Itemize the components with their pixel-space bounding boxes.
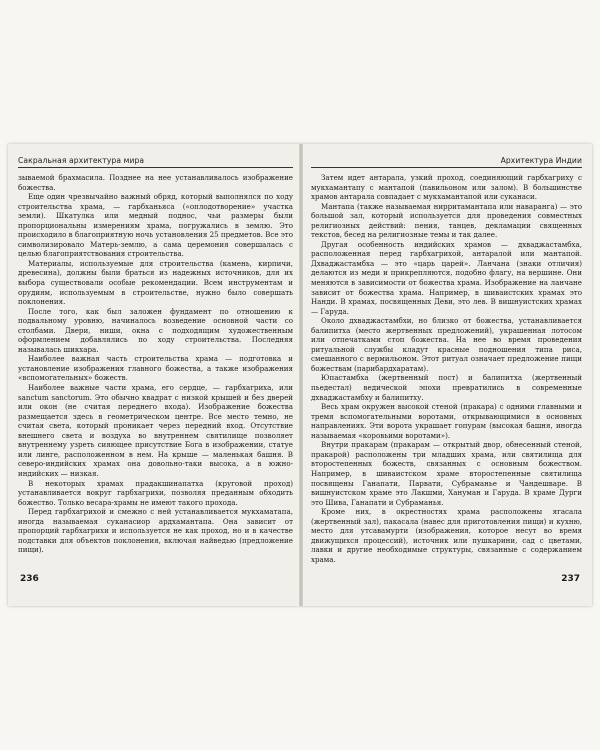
paragraph: После того, как был заложен фундамент по отношению к подвальному уровню, начиналось возведение основной части со столбами. Двери, ниши, окна с подходящим художественным оформлением добавлялись по ходу строительства. Последняя называлась шикхара. xyxy=(18,306,293,354)
left-page-body xyxy=(18,173,293,555)
paragraph: Наиболее важная часть строительства храма — подготовка и установление изображения главного божества, а также изображения «вспомогательных» божеств. xyxy=(18,354,293,383)
book-spread xyxy=(8,144,592,606)
paragraph: Около дхваджастамбхи, но близко от божества, устанавливается балипитха (место жертвенных предложений), украшенная лотосом или отпечатками стоп божества. На нее во время проведения ритуальной службы кладут красные подношения типа риса, смешанного с вермильоном. Этот ритуал означает предложение пищи божествам (парибардхаратам). xyxy=(311,316,582,373)
paragraph: Еще один чрезвычайно важный обряд, который выполнялся по ходу строительства храма, — гарбханьяса («оплодотворение» участка земли). Шкатулка или медный поднос, чьи размеры были пропорциональны измерениям храма, погружались в землю. Это происходило в благоприятную ночь установления 25 предметов. Все это символизировало Матерь-землю, а сама церемония совершалась с целью благоприятствования строительства. xyxy=(18,192,293,259)
paragraph: Перед гарбхагрихой и смежно с ней устанавливается мукхаматапа, иногда называемая суканасиор ардхамантапа. Она зависит от пропорций гарбхагрихи и используется не как проход, но и в качестве подставки для объектов поклонения, включая найведью (предложение пищи). xyxy=(18,507,293,555)
paragraph: Наиболее важные части храма, его сердце, — гарбхагриха, или sanctum sanctorum. Это обычно квадрат с низкой крышей и без дверей или окон (не считая переднего входа). Изображение божества размещается здесь в геометрическом центре. Все место темно, не считая света, который проникает через передний вход. Отсутствие внешнего света и воздуха во внутреннем святилище позволяет внутреннему узреть сияющее присутствие Бога в изображении, статуе или линге, расположенном в нем. На крыше — маленькая башня. В северо-индийских храмах она довольно-таки высока, а в южно-индийских — низкая. xyxy=(18,383,293,478)
paragraph: Затем идет антарала, узкий проход, соединяющий гарбхагриху с мукхамантапу с мантапой (павильоном или залом). В большинстве храмов антарала совпадает с мукхамантапой или суканаси. xyxy=(311,173,582,202)
paragraph: Материалы, используемые для строительства (камень, кирпичи, древесина), должны были браться из надежных источников, для их выбора существовали особые рекомендации. Всем инструментам и орудиям, используемым в строительстве, нужно было совершать поклонения. xyxy=(18,258,293,307)
right-page xyxy=(303,144,592,606)
right-running-head: Архитектура Индии xyxy=(311,156,582,168)
paragraph: зываемой брахмасила. Позднее на нее устанавливалось изображение божества. xyxy=(18,173,293,192)
paragraph: Другая особенность индийских храмов — дхваджастамбха, расположенная перед гарбхагрихой, антаралой или мантапой. Дхваджастамбха — это «царь царей». Ланчана (знаки отличия) делаются из меди и прикрепляются, подобно флагу, на вершине. Они меняются в зависимости от божества храма. Изображение на ланчане зависит от божества храма. Например, в шиваистских храмах это Нанди. В храмах, посвященных Деви, это лев. В вишнуистских храмах — Гаруда. xyxy=(311,239,582,316)
paragraph: Внутри пракарам (пракарам — открытый двор, обнесенный стеной, пракарой) расположены три младших храма, или святилища для второстепенных божеств, связанных с основным божеством. Например, в шиваистском храме второстепенные святилища посвящены Ганапати, Парвати, Субраманье и Чандешваре. В вишнуистском храме это Лакшми, Хануман и Гаруда. В храме Дурги это Шива, Ганапати и Субраманья. xyxy=(311,440,582,507)
left-page xyxy=(8,144,299,606)
paragraph: Юпастамбха (жертвенный пост) и балипитха (жертвенный пьедестал) ведической эпохи превратились в современные дхваджастамбху и балипитху. xyxy=(311,373,582,402)
paragraph: Мантапа (также называемая нирритамантапа или наваранга) — это большой зал, который используется для проведения совместных религиозных действий: пения, танцев, декламации священных текстов, бесед на религиозные темы и так далее. xyxy=(311,201,582,240)
paragraph: В некоторых храмах прадакшинапатха (круговой проход) устанавливается вокруг гарбхагрихи, позволяя преданным обходить божество. Только весара-храмы не имеют такого прохода. xyxy=(18,478,293,507)
left-page-number: 236 xyxy=(20,574,39,584)
left-running-head: Сакральная архитектура мира xyxy=(18,156,293,168)
right-page-number: 237 xyxy=(561,574,580,584)
paragraph: Кроме них, в окрестностях храма расположены ягасала (жертвенный зал), пакасала (навес для приготовления пищи) и кухню, место для утсавамурти (изображения, которое несут во время движущихся процессий), источник или пушкарини, сад с цветами, лавки и другие необходимые структуры, связанные с содержанием храма. xyxy=(311,507,582,564)
right-page-body xyxy=(311,173,582,564)
paragraph: Весь храм окружен высокой стеной (пракара) с одними главными и тремя вспомогательными воротами, открывающимися в основных направлениях. Эти ворота украшает гопурам (высокая башня, иногда называемая «коровьими воротами»). xyxy=(311,402,582,440)
